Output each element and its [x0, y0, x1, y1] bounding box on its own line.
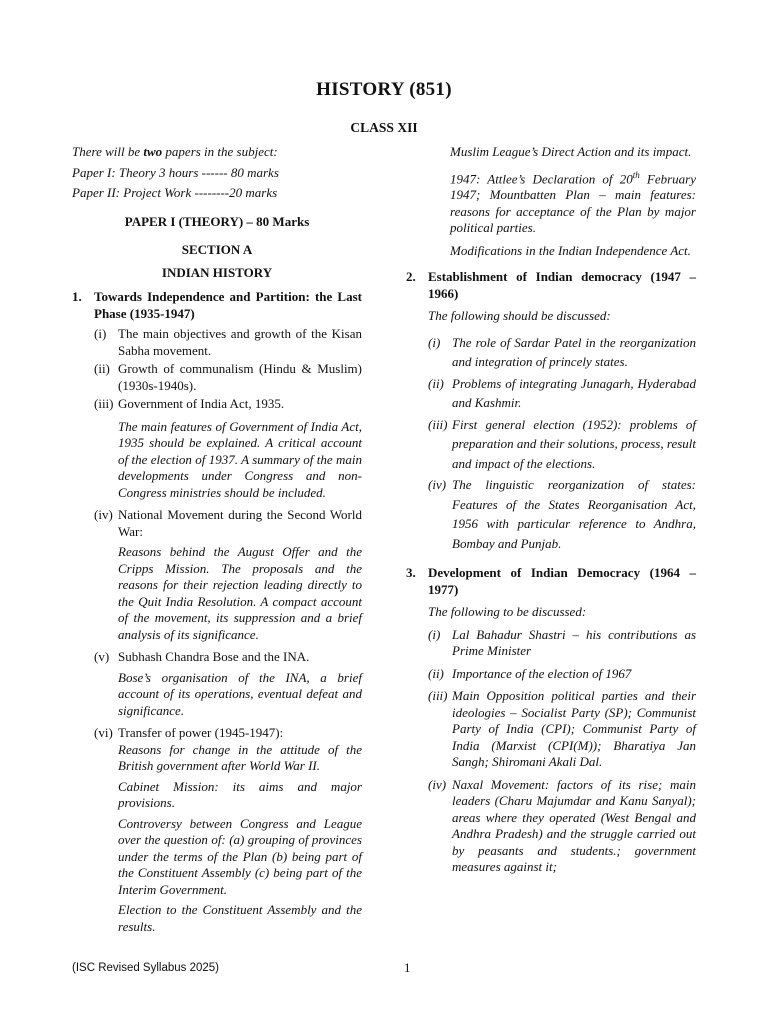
topic-number: 2. [406, 269, 416, 285]
list-item [94, 725, 362, 742]
continued-note: Muslim League’s Direct Action and its impact. [450, 144, 692, 159]
item-number: (iii) [428, 416, 448, 432]
item-text: Problems of integrating Junagarh, Hyderabad and Kashmir. [452, 375, 696, 411]
item-text: Naxal Movement: factors of its rise; main leaders (Charu Majumdar and Kanu Sanyal); areas where they operated (West Bengal and Andhra Pradesh) and the struggle carried out by peasants and students.; government measures against it; [452, 776, 696, 875]
list-item [94, 326, 362, 359]
continued-note: Modifications in the Indian Independence Act. [450, 242, 691, 258]
continued-note [450, 167, 696, 237]
item-text: First general election (1952): problems of preparation and their solutions, process, result and impact of the elections. [452, 416, 696, 471]
topic-number: 1. [72, 289, 82, 304]
intro-text-bold: two [143, 144, 163, 159]
item-number: (iv) [428, 477, 447, 493]
class-heading: CLASS XII [350, 120, 418, 135]
list-item [428, 627, 696, 660]
intro-line [72, 144, 362, 161]
list-item [428, 688, 696, 771]
item-note: Election to the Constituent Assembly and the results. [118, 902, 362, 934]
item-text: Government of India Act, 1935. [118, 396, 285, 411]
list-item [428, 777, 696, 876]
item-note: Bose’s organisation of the INA, a brief account of its operations, eventual defeat and significance. [118, 669, 362, 718]
item-note: Controversy between Congress and League over the question of: (a) grouping of provinces under the terms of the Plan (b) being part of the Constituent Assembly (c) being part of the Interim Government. [118, 815, 362, 897]
item-text: The linguistic reorganization of states: Features of the States Reorganisation Act, 1956 with particular reference to Andhra, Bombay and Punjab. [452, 477, 696, 551]
list-item [428, 475, 696, 553]
note-text: February 1947; Mountbatten Plan – main features: reasons for acceptance of the Plan by major political parties. [450, 170, 696, 236]
topic-heading [406, 565, 696, 598]
note-text: 1947: Attlee’s Declaration of 20 [450, 170, 633, 186]
topic-title: Towards Independence and Partition: the Last Phase (1935-1947) [94, 289, 362, 321]
item-number: (iv) [94, 507, 113, 522]
left-column [72, 144, 362, 935]
list-item [428, 374, 696, 413]
item-text: Main Opposition political parties and their ideologies – Socialist Party (SP); Communist Party of India (CPI); Communist Party of India (Marxist (CPI(M)); Bharatiya Jan Sangh; Shiromani Akali Dal. [452, 688, 696, 770]
section-heading: SECTION A [181, 242, 253, 257]
list-item [94, 649, 362, 666]
item-text: National Movement during the Second World War: [118, 507, 362, 539]
item-note: The main features of Government of India Act, 1935 should be explained. A critical account of the election of 1937. A summary of the main developments under Congress and non-Congress ministries should be included. [118, 418, 362, 500]
list-item [428, 415, 696, 474]
item-number: (vi) [94, 725, 113, 740]
item-text: Growth of communalism (Hindu & Muslim) (1930s-1940s). [118, 361, 362, 393]
item-text: The role of Sardar Patel in the reorganization and integration of princely states. [452, 334, 696, 370]
discussion-intro: The following to be discussed: [428, 604, 587, 620]
item-number: (ii) [428, 665, 444, 681]
list-item [94, 361, 362, 394]
intro-text-c: papers in the subject: [162, 144, 278, 159]
item-note: Reasons for change in the attitude of the British government after World War II. [118, 741, 362, 773]
item-number: (i) [94, 326, 107, 341]
page-title: HISTORY (851) [316, 79, 452, 100]
intro-text-a: There will be [72, 144, 144, 159]
footer-syllabus-label: (ISC Revised Syllabus 2025) [72, 962, 220, 974]
list-item [94, 507, 362, 540]
section-subheading: INDIAN HISTORY [161, 264, 273, 280]
item-number: (i) [428, 626, 441, 642]
topic-number: 3. [406, 565, 416, 581]
item-number: (v) [94, 649, 110, 664]
topic-title: Establishment of Indian democracy (1947 – 1966) [428, 269, 696, 301]
item-text: Transfer of power (1945-1947): [118, 725, 284, 740]
item-text: Importance of the election of 1967 [452, 665, 632, 681]
item-text: The main objectives and growth of the Kisan Sabha movement. [118, 326, 362, 358]
item-note: Cabinet Mission: its aims and major provisions. [118, 778, 362, 810]
item-number: (iv) [428, 776, 447, 792]
item-text: Subhash Chandra Bose and the INA. [118, 649, 310, 664]
item-note: Reasons behind the August Offer and the Cripps Mission. The proposals and the reasons for their rejection leading directly to the Quit India Resolution. A compact account of the movement, its suppression and a brief analysis of its significance. [118, 544, 362, 642]
item-number: (ii) [94, 361, 110, 376]
item-number: (i) [428, 334, 441, 350]
topic-heading [72, 289, 362, 322]
discussion-intro: The following should be discussed: [428, 308, 611, 324]
paper1-line: Paper I: Theory 3 hours ------ 80 marks [72, 164, 279, 180]
note-superscript: th [632, 169, 640, 180]
topic-heading [406, 269, 696, 302]
topic-title: Development of Indian Democracy (1964 – 1977) [428, 565, 696, 597]
item-number: (iii) [428, 688, 448, 704]
list-item [94, 396, 362, 413]
page-number: 1 [404, 960, 411, 975]
paper2-line: Paper II: Project Work --------20 marks [72, 185, 278, 200]
intro-block [72, 144, 362, 202]
item-text: Lal Bahadur Shastri – his contributions as Prime Minister [452, 626, 696, 659]
right-column [406, 144, 696, 876]
list-item [428, 333, 696, 372]
list-item [428, 666, 696, 683]
paper-heading: PAPER I (THEORY) – 80 Marks [124, 213, 310, 229]
item-number: (ii) [428, 375, 444, 391]
item-number: (iii) [94, 396, 114, 411]
